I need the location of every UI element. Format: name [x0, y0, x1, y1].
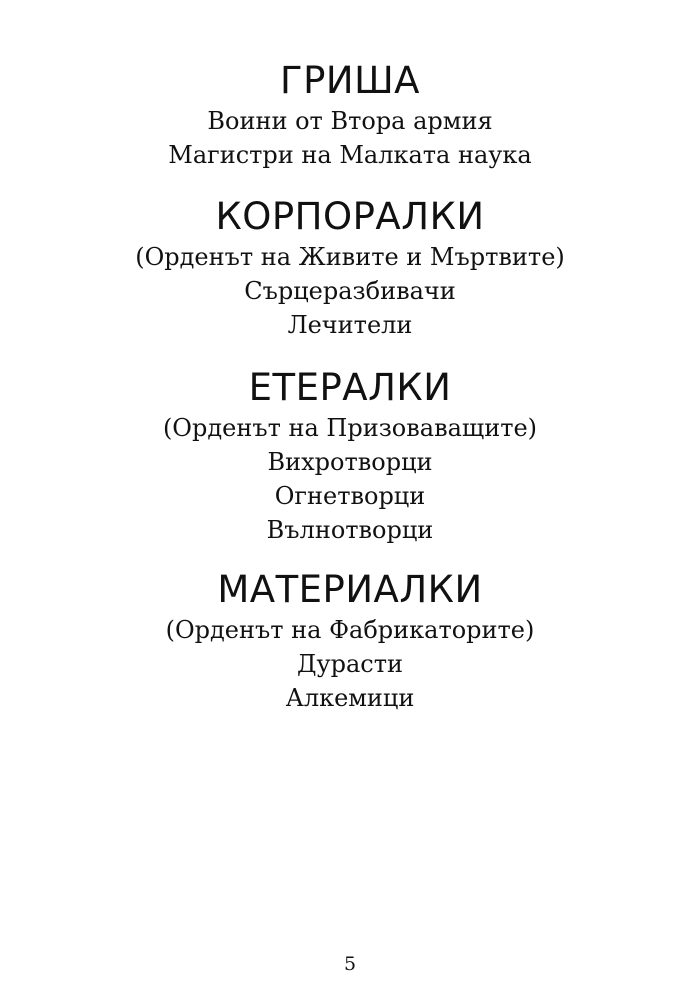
- section-eteralki: [0, 365, 700, 547]
- section-line: Огнетворци: [274, 482, 426, 510]
- section-korporalki: [0, 194, 700, 342]
- page-number: 5: [343, 953, 357, 975]
- section-heading: МАТЕРИАЛКИ: [217, 568, 483, 611]
- section-line: Магистри на Малката наука: [168, 141, 532, 169]
- section-line: (Орденът на Живите и Мъртвите): [135, 243, 565, 271]
- section-heading: ЕТЕРАЛКИ: [248, 366, 452, 409]
- section-line: Вълнотворци: [266, 516, 434, 544]
- section-line: Сърцеразбивачи: [244, 277, 456, 305]
- section-line: (Орденът на Призоваващите): [162, 414, 538, 442]
- section-heading: КОРПОРАЛКИ: [215, 195, 485, 238]
- section-grisha: [0, 58, 700, 172]
- section-line: Лечители: [287, 311, 413, 339]
- section-materialki: [0, 567, 700, 715]
- section-line: Алкемици: [285, 684, 415, 712]
- section-heading: ГРИША: [280, 59, 420, 102]
- section-line: Вихротворци: [267, 448, 433, 476]
- section-line: Дурасти: [296, 650, 404, 678]
- section-line: Воини от Втора армия: [207, 107, 493, 135]
- section-line: (Орденът на Фабрикаторите): [165, 616, 535, 644]
